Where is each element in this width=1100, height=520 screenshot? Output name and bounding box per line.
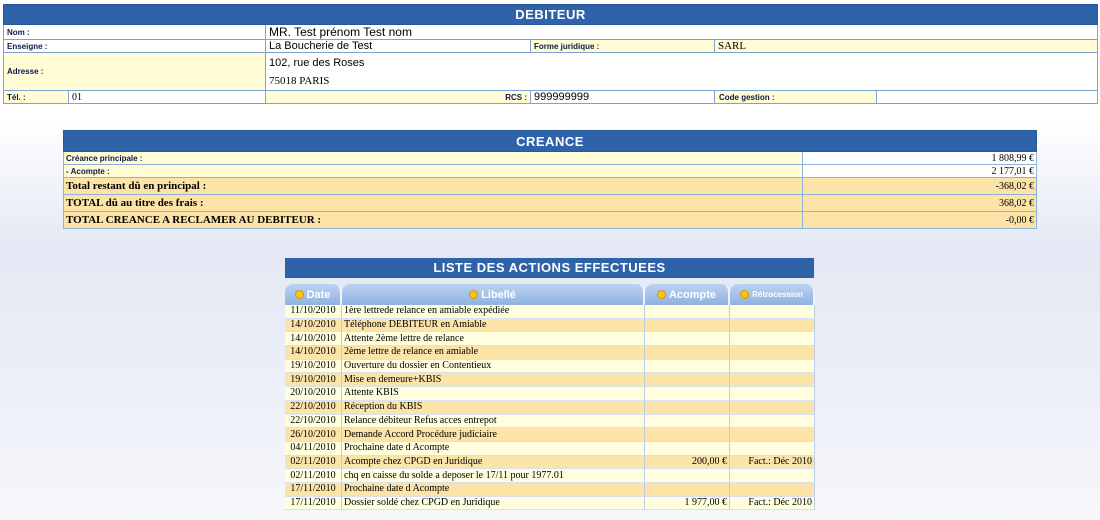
action-retrocession	[730, 346, 815, 360]
header-libelle-label: Libellé	[481, 288, 516, 301]
action-acompte	[645, 346, 730, 360]
action-date: 17/11/2010	[285, 483, 342, 497]
action-date: 14/10/2010	[285, 332, 342, 346]
acompte-label: - Acompte :	[64, 165, 803, 178]
action-retrocession	[730, 305, 815, 319]
sort-dot-icon	[740, 290, 749, 299]
actions-table	[285, 284, 815, 510]
action-retrocession	[730, 360, 815, 374]
creance-table	[63, 130, 1037, 229]
action-libelle: Attente KBIS	[342, 387, 645, 401]
table-row	[285, 346, 815, 360]
table-row	[285, 332, 815, 346]
table-row	[285, 456, 815, 470]
adresse-label: Adresse :	[4, 53, 266, 91]
action-acompte: 1 977,00 €	[645, 497, 730, 511]
action-libelle: 2ème lettre de relance en amiable	[342, 346, 645, 360]
action-acompte	[645, 373, 730, 387]
action-acompte	[645, 305, 730, 319]
action-libelle: Demande Accord Procédure judiciaire	[342, 428, 645, 442]
table-row	[285, 319, 815, 333]
action-retrocession	[730, 483, 815, 497]
creance-principale-label: Créance principale :	[64, 152, 803, 165]
action-libelle: Attente 2ème lettre de relance	[342, 332, 645, 346]
action-retrocession	[730, 332, 815, 346]
action-acompte	[645, 442, 730, 456]
action-retrocession	[730, 373, 815, 387]
action-libelle: Mise en demeure+KBIS	[342, 373, 645, 387]
action-date: 22/10/2010	[285, 415, 342, 429]
action-retrocession: Fact.: Déc 2010	[730, 497, 815, 511]
forme-juridique-value: SARL	[715, 40, 1098, 53]
total-restant-value: -368,02 €	[803, 178, 1037, 195]
code-gestion-value	[877, 91, 1098, 104]
action-date: 14/10/2010	[285, 319, 342, 333]
rcs-value: 999999999	[531, 91, 715, 104]
action-acompte	[645, 387, 730, 401]
table-row	[285, 360, 815, 374]
action-date: 14/10/2010	[285, 346, 342, 360]
nom-label: Nom :	[4, 25, 266, 40]
action-date: 26/10/2010	[285, 428, 342, 442]
action-date: 19/10/2010	[285, 373, 342, 387]
header-retrocession-label: Rétrocession	[752, 289, 803, 299]
action-date: 02/11/2010	[285, 469, 342, 483]
adresse-value	[266, 53, 1098, 91]
sort-retrocession-header[interactable]	[730, 284, 815, 305]
table-row	[285, 401, 815, 415]
sort-libelle-header[interactable]	[342, 284, 645, 305]
adresse-line-1: 102, rue des Roses	[269, 56, 365, 69]
action-acompte	[645, 428, 730, 442]
debiteur-table	[3, 4, 1098, 104]
action-acompte	[645, 469, 730, 483]
table-row	[285, 305, 815, 319]
table-row	[285, 469, 815, 483]
table-row	[285, 387, 815, 401]
action-libelle: Réception du KBIS	[342, 401, 645, 415]
action-acompte	[645, 360, 730, 374]
action-retrocession	[730, 387, 815, 401]
tel-label: Tél. :	[4, 91, 69, 104]
action-retrocession	[730, 428, 815, 442]
adresse-line-2: 75018 PARIS	[269, 74, 330, 87]
action-libelle: Prochaine date d Acompte	[342, 442, 645, 456]
forme-juridique-label: Forme juridique :	[531, 40, 715, 53]
action-acompte	[645, 415, 730, 429]
action-retrocession	[730, 469, 815, 483]
action-libelle: Ouverture du dossier en Contentieux	[342, 360, 645, 374]
sort-dot-icon	[295, 290, 304, 299]
table-row	[285, 428, 815, 442]
code-gestion-label: Code gestion :	[715, 91, 877, 104]
total-restant-label: Total restant dû en principal :	[64, 178, 803, 195]
creance-principale-value: 1 808,99 €	[803, 152, 1037, 165]
total-creance-label: TOTAL CREANCE A RECLAMER AU DEBITEUR :	[64, 212, 803, 229]
total-frais-value: 368,02 €	[803, 195, 1037, 212]
acompte-value: 2 177,01 €	[803, 165, 1037, 178]
action-libelle: Relance débiteur Refus acces entrepot	[342, 415, 645, 429]
action-libelle: 1ère lettrede relance en amiable expédiée	[342, 305, 645, 319]
table-row	[285, 415, 815, 429]
action-retrocession	[730, 442, 815, 456]
action-date: 04/11/2010	[285, 442, 342, 456]
header-date-label: Date	[306, 288, 331, 301]
total-creance-value: -0,00 €	[803, 212, 1037, 229]
sort-acompte-header[interactable]	[645, 284, 730, 305]
action-date: 11/10/2010	[285, 305, 342, 319]
action-retrocession	[730, 415, 815, 429]
table-row	[285, 483, 815, 497]
header-acompte-label: Acompte	[668, 288, 717, 301]
sort-dot-icon	[469, 290, 478, 299]
action-libelle: Téléphone DEBITEUR en Amiable	[342, 319, 645, 333]
enseigne-label: Enseigne :	[4, 40, 266, 53]
nom-value: MR. Test prénom Test nom	[266, 25, 1098, 40]
actions-body	[285, 305, 815, 510]
action-libelle: chq en caisse du solde a deposer le 17/11 pour 1977.01	[342, 469, 645, 483]
action-libelle: Dossier soldé chez CPGD en Juridique	[342, 497, 645, 511]
action-acompte	[645, 483, 730, 497]
sort-dot-icon	[657, 290, 666, 299]
table-row	[285, 373, 815, 387]
action-retrocession	[730, 401, 815, 415]
debiteur-title: DEBITEUR	[4, 5, 1098, 25]
action-date: 19/10/2010	[285, 360, 342, 374]
rcs-label: RCS :	[266, 91, 531, 104]
enseigne-value: La Boucherie de Test	[266, 40, 531, 53]
action-acompte	[645, 332, 730, 346]
action-retrocession	[730, 319, 815, 333]
actions-title: LISTE DES ACTIONS EFFECTUEES	[285, 258, 814, 278]
creance-title: CREANCE	[64, 131, 1037, 152]
action-acompte	[645, 401, 730, 415]
table-row	[285, 442, 815, 456]
action-acompte	[645, 319, 730, 333]
action-acompte: 200,00 €	[645, 456, 730, 470]
sort-date-header[interactable]	[285, 284, 342, 305]
action-retrocession: Fact.: Déc 2010	[730, 456, 815, 470]
action-libelle: Acompte chez CPGD en Juridique	[342, 456, 645, 470]
action-libelle: Prochaine date d Acompte	[342, 483, 645, 497]
table-row	[285, 497, 815, 511]
action-date: 02/11/2010	[285, 456, 342, 470]
action-date: 20/10/2010	[285, 387, 342, 401]
action-date: 17/11/2010	[285, 497, 342, 511]
action-date: 22/10/2010	[285, 401, 342, 415]
tel-value: 01	[69, 91, 266, 104]
total-frais-label: TOTAL dû au titre des frais :	[64, 195, 803, 212]
